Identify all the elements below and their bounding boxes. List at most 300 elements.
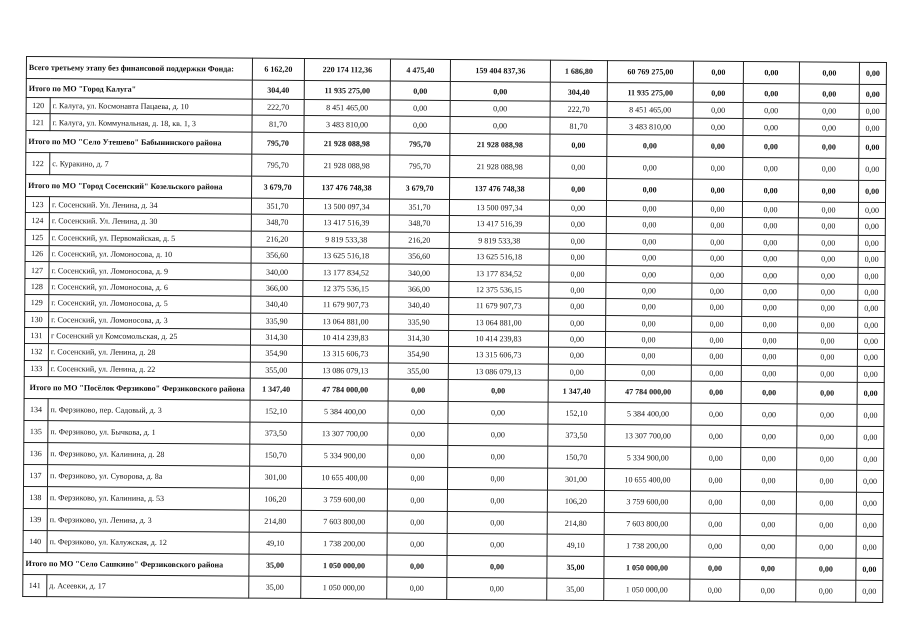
value-cell: 0,00 <box>743 179 799 201</box>
address-cell: п. Ферзиково, пер. Садовый, д. 3 <box>48 399 250 422</box>
value-cell: 0,00 <box>692 299 742 316</box>
value-cell: 0,00 <box>387 533 447 555</box>
value-cell: 0,00 <box>447 490 547 513</box>
value-cell: 0,00 <box>856 514 883 536</box>
value-cell: 0,00 <box>740 470 796 492</box>
value-cell: 335,90 <box>251 313 303 330</box>
value-cell: 356,60 <box>251 247 303 264</box>
row-number: 122 <box>26 152 50 174</box>
address-cell: п. Ферзиково, ул. Бычкова, д. 1 <box>48 421 250 444</box>
value-cell: 4 475,40 <box>390 59 450 81</box>
value-cell: 0,00 <box>550 178 607 200</box>
value-cell: 0,00 <box>798 316 858 333</box>
value-cell: 137 476 748,38 <box>450 177 550 200</box>
value-cell: 13 500 097,34 <box>449 199 549 216</box>
value-cell: 0,00 <box>387 555 447 577</box>
row-number: 139 <box>23 509 47 531</box>
value-cell: 0,00 <box>549 200 606 217</box>
value-cell: 0,00 <box>796 580 856 602</box>
address-cell: г. Сосенский, ул. Ломоносова, д. 3 <box>49 311 251 329</box>
value-cell: 150,70 <box>548 446 605 468</box>
value-cell: 0,00 <box>859 84 886 103</box>
value-cell: 0,00 <box>798 202 858 219</box>
value-cell: 373,50 <box>548 424 605 446</box>
value-cell: 0,00 <box>549 282 606 299</box>
value-cell: 0,00 <box>390 100 450 117</box>
value-cell: 0,00 <box>743 84 799 103</box>
value-cell: 9 819 533,38 <box>303 231 389 248</box>
value-cell: 47 784 000,00 <box>302 379 388 402</box>
value-cell: 10 414 239,83 <box>448 330 548 347</box>
value-cell: 0,00 <box>797 333 857 350</box>
value-cell: 0,00 <box>799 103 859 120</box>
housing-program-table <box>22 56 887 603</box>
value-cell: 13 177 834,52 <box>303 264 389 281</box>
value-cell: 35,00 <box>547 578 604 600</box>
value-cell: 0,00 <box>692 316 742 333</box>
value-cell: 0,00 <box>691 403 741 425</box>
value-cell: 0,00 <box>692 234 742 251</box>
value-cell: 0,00 <box>605 348 691 365</box>
value-cell: 340,40 <box>251 296 303 313</box>
value-cell: 0,00 <box>742 234 798 251</box>
value-cell: 0,00 <box>796 514 856 536</box>
value-cell: 0,00 <box>797 366 857 383</box>
value-cell: 152,10 <box>548 402 605 424</box>
value-cell: 0,00 <box>606 266 692 283</box>
value-cell: 0,00 <box>740 536 796 558</box>
value-cell: 0,00 <box>693 102 743 119</box>
value-cell: 0,00 <box>857 426 884 448</box>
value-cell: 0,00 <box>797 349 857 366</box>
value-cell: 0,00 <box>743 103 799 120</box>
total-label: Итого по МО "Город Калуга" <box>26 79 252 100</box>
value-cell: 0,00 <box>605 364 691 381</box>
row-number: 136 <box>24 443 48 465</box>
value-cell: 7 603 800,00 <box>604 513 690 536</box>
value-cell: 0,00 <box>859 120 886 137</box>
value-cell: 0,00 <box>447 468 547 491</box>
value-cell: 47 784 000,00 <box>605 381 691 404</box>
value-cell: 0,00 <box>859 62 886 84</box>
value-cell: 12 375 536,15 <box>303 280 389 297</box>
value-cell: 0,00 <box>857 404 884 426</box>
value-cell: 0,00 <box>742 218 798 235</box>
value-cell: 13 086 079,13 <box>448 363 548 380</box>
value-cell: 0,00 <box>743 157 799 179</box>
value-cell: 1 738 200,00 <box>604 535 690 558</box>
row-number: 131 <box>24 327 48 344</box>
row-number: 120 <box>26 98 50 115</box>
value-cell: 0,00 <box>693 61 743 83</box>
value-cell: 0,00 <box>448 402 548 425</box>
row-number: 121 <box>26 114 50 131</box>
value-cell: 0,00 <box>797 404 857 426</box>
value-cell: 0,00 <box>859 180 886 202</box>
value-cell: 0,00 <box>690 579 740 601</box>
address-cell: г. Сосенский, ул. Ленина, д. 22 <box>48 360 250 378</box>
total-label: Итого по МО "Село Утешево" Бабынинского района <box>26 130 252 154</box>
value-cell: 0,00 <box>448 424 548 447</box>
address-cell: г Сосенский ул Комсомольская, д. 25 <box>48 328 250 346</box>
value-cell: 0,00 <box>390 116 450 133</box>
value-cell: 0,00 <box>549 266 606 283</box>
value-cell: 21 928 088,98 <box>450 133 550 156</box>
value-cell: 0,00 <box>690 513 740 535</box>
value-cell: 0,00 <box>796 536 856 558</box>
value-cell: 222,70 <box>252 99 304 116</box>
value-cell: 0,00 <box>796 558 856 580</box>
value-cell: 0,00 <box>741 349 797 366</box>
value-cell: 0,00 <box>691 332 741 349</box>
value-cell: 60 769 275,00 <box>607 61 693 84</box>
row-number: 129 <box>25 295 49 312</box>
row-number: 138 <box>23 487 47 509</box>
value-cell: 0,00 <box>550 156 607 178</box>
address-cell: г. Сосенский, ул. Первомайская, д. 5 <box>49 229 251 247</box>
value-cell: 0,00 <box>858 218 885 235</box>
row-number: 134 <box>24 399 48 421</box>
value-cell: 0,00 <box>450 117 550 134</box>
value-cell: 0,00 <box>691 447 741 469</box>
value-cell: 0,00 <box>741 448 797 470</box>
address-cell: с. Куракино, д. 7 <box>50 152 252 175</box>
value-cell: 0,00 <box>693 157 743 179</box>
value-cell: 0,00 <box>797 382 857 404</box>
value-cell: 0,00 <box>549 249 606 266</box>
value-cell: 13 086 079,13 <box>302 362 388 379</box>
value-cell: 0,00 <box>740 514 796 536</box>
table-row <box>23 575 883 603</box>
value-cell: 0,00 <box>387 489 447 511</box>
value-cell: 0,00 <box>740 558 796 580</box>
value-cell: 216,20 <box>251 231 303 248</box>
value-cell: 0,00 <box>741 365 797 382</box>
value-cell: 0,00 <box>859 158 886 180</box>
value-cell: 0,00 <box>693 179 743 201</box>
value-cell: 0,00 <box>691 348 741 365</box>
value-cell: 150,70 <box>250 444 302 466</box>
value-cell: 7 603 800,00 <box>301 511 387 534</box>
value-cell: 0,00 <box>740 492 796 514</box>
address-cell: г. Сосенский. Ул. Ленина, д. 30 <box>49 213 251 231</box>
value-cell: 0,00 <box>857 448 884 470</box>
value-cell: 0,00 <box>859 136 886 158</box>
value-cell: 35,00 <box>249 554 301 576</box>
value-cell: 8 451 465,00 <box>607 102 693 119</box>
value-cell: 0,00 <box>858 268 885 285</box>
value-cell: 0,00 <box>390 81 450 100</box>
value-cell: 13 177 834,52 <box>449 265 549 282</box>
address-cell: г. Сосенский, ул. Ломоносова, д. 9 <box>49 262 251 280</box>
value-cell: 0,00 <box>388 401 448 423</box>
value-cell: 0,00 <box>743 135 799 157</box>
value-cell: 355,00 <box>388 363 448 380</box>
value-cell: 8 451 465,00 <box>304 99 390 116</box>
value-cell: 222,70 <box>550 101 607 118</box>
value-cell: 0,00 <box>548 331 605 348</box>
value-cell: 9 819 533,38 <box>449 232 549 249</box>
value-cell: 21 928 088,98 <box>450 155 550 178</box>
value-cell: 0,00 <box>388 467 448 489</box>
address-cell: г. Сосенский, ул. Ломоносова, д. 5 <box>49 295 251 313</box>
address-cell: г. Калуга, ул. Коммунальная, д. 18, кв. 1, 3 <box>50 114 252 132</box>
value-cell: 13 500 097,34 <box>303 198 389 215</box>
value-cell: 0,00 <box>448 380 548 403</box>
value-cell: 335,90 <box>389 314 449 331</box>
address-cell: п. Ферзиково, ул. Ленина, д. 3 <box>47 509 249 532</box>
value-cell: 0,00 <box>693 135 743 157</box>
row-number: 135 <box>24 421 48 443</box>
address-cell: п. Ферзиково, ул. Калинина, д. 53 <box>47 487 249 510</box>
value-cell: 0,00 <box>606 282 692 299</box>
value-cell: 0,00 <box>858 317 885 334</box>
value-cell: 0,00 <box>447 512 547 535</box>
address-cell: п. Ферзиково, ул. Калинина, д. 28 <box>48 443 250 466</box>
value-cell: 0,00 <box>798 251 858 268</box>
value-cell: 0,00 <box>742 316 798 333</box>
value-cell: 49,10 <box>547 534 604 556</box>
value-cell: 0,00 <box>549 298 606 315</box>
address-cell: д. Асеевки, д. 17 <box>47 575 249 598</box>
value-cell: 0,00 <box>692 217 742 234</box>
total-label: Итого по МО "Село Сашкино" Ферзиковского района <box>23 553 249 577</box>
value-cell: 0,00 <box>693 119 743 136</box>
value-cell: 0,00 <box>606 217 692 234</box>
value-cell: 0,00 <box>797 448 857 470</box>
value-cell: 0,00 <box>743 62 799 84</box>
value-cell: 0,00 <box>387 511 447 533</box>
value-cell: 0,00 <box>607 156 693 179</box>
value-cell: 49,10 <box>249 532 301 554</box>
value-cell: 3 759 600,00 <box>301 489 387 512</box>
value-cell: 5 384 400,00 <box>302 401 388 424</box>
value-cell: 304,40 <box>550 82 607 101</box>
address-cell: г. Сосенский, ул. Ленина, д. 28 <box>48 344 250 362</box>
value-cell: 0,00 <box>796 470 856 492</box>
value-cell: 1 050 000,00 <box>301 555 387 578</box>
value-cell: 106,20 <box>249 488 301 510</box>
value-cell: 0,00 <box>742 267 798 284</box>
value-cell: 795,70 <box>252 132 304 154</box>
row-number: 125 <box>25 229 49 246</box>
value-cell: 340,40 <box>389 297 449 314</box>
value-cell: 0,00 <box>692 266 742 283</box>
value-cell: 0,00 <box>606 233 692 250</box>
value-cell: 0,00 <box>799 180 859 202</box>
value-cell: 0,00 <box>607 178 693 201</box>
value-cell: 0,00 <box>858 202 885 219</box>
row-number: 140 <box>23 531 47 553</box>
value-cell: 0,00 <box>799 84 859 103</box>
value-cell: 1 347,40 <box>548 380 605 402</box>
value-cell: 0,00 <box>742 283 798 300</box>
value-cell: 0,00 <box>856 470 883 492</box>
value-cell: 314,30 <box>388 330 448 347</box>
value-cell: 0,00 <box>606 200 692 217</box>
value-cell: 13 307 700,00 <box>605 425 691 448</box>
value-cell: 35,00 <box>547 556 604 578</box>
value-cell: 0,00 <box>690 469 740 491</box>
row-number: 133 <box>24 360 48 377</box>
value-cell: 3 679,70 <box>390 177 450 199</box>
value-cell: 1 050 000,00 <box>604 557 690 580</box>
value-cell: 220 174 112,36 <box>304 58 390 81</box>
value-cell: 0,00 <box>691 425 741 447</box>
value-cell: 0,00 <box>388 379 448 401</box>
address-cell: г. Сосенский, ул. Ломоносова, д. 10 <box>49 246 251 264</box>
value-cell: 0,00 <box>606 299 692 316</box>
value-cell: 0,00 <box>856 536 883 558</box>
value-cell: 0,00 <box>798 284 858 301</box>
value-cell: 5 334 900,00 <box>302 445 388 468</box>
value-cell: 0,00 <box>799 119 859 136</box>
value-cell: 11 935 275,00 <box>607 83 693 103</box>
value-cell: 10 655 400,00 <box>604 469 690 492</box>
value-cell: 0,00 <box>690 491 740 513</box>
value-cell: 0,00 <box>857 333 884 350</box>
value-cell: 0,00 <box>450 100 550 117</box>
value-cell: 11 679 907,73 <box>449 298 549 315</box>
value-cell: 13 417 516,39 <box>303 215 389 232</box>
value-cell: 0,00 <box>548 347 605 364</box>
value-cell: 0,00 <box>606 250 692 267</box>
value-cell: 0,00 <box>692 250 742 267</box>
value-cell: 0,00 <box>548 364 605 381</box>
value-cell: 0,00 <box>692 283 742 300</box>
value-cell: 13 307 700,00 <box>302 423 388 446</box>
value-cell: 13 064 881,00 <box>449 314 549 331</box>
value-cell: 0,00 <box>450 81 550 101</box>
value-cell: 0,00 <box>606 315 692 332</box>
value-cell: 795,70 <box>390 155 450 177</box>
value-cell: 0,00 <box>798 234 858 251</box>
value-cell: 81,70 <box>550 118 607 135</box>
address-cell: г. Калуга, ул. Космонавта Пацаева, д. 10 <box>50 98 252 116</box>
value-cell: 13 625 516,18 <box>303 247 389 264</box>
value-cell: 351,70 <box>251 198 303 215</box>
value-cell: 301,00 <box>547 468 604 490</box>
value-cell: 159 404 837,36 <box>450 59 550 82</box>
value-cell: 304,40 <box>252 80 304 99</box>
value-cell: 214,80 <box>547 512 604 534</box>
value-cell: 0,00 <box>741 426 797 448</box>
value-cell: 137 476 748,38 <box>304 176 390 199</box>
value-cell: 1 050 000,00 <box>604 579 690 602</box>
value-cell: 0,00 <box>741 404 797 426</box>
value-cell: 0,00 <box>550 134 607 156</box>
value-cell: 3 483 810,00 <box>304 116 390 133</box>
value-cell: 5 334 900,00 <box>605 447 691 470</box>
value-cell: 0,00 <box>388 445 448 467</box>
value-cell: 13 315 606,73 <box>448 347 548 364</box>
value-cell: 1 347,40 <box>250 378 302 400</box>
value-cell: 0,00 <box>447 578 547 601</box>
value-cell: 0,00 <box>690 557 740 579</box>
value-cell: 0,00 <box>448 446 548 469</box>
value-cell: 3 759 600,00 <box>604 491 690 514</box>
value-cell: 1 686,80 <box>550 60 607 82</box>
value-cell: 795,70 <box>252 154 304 176</box>
value-cell: 0,00 <box>447 534 547 557</box>
address-cell: п. Ферзиково, ул. Калужская, д. 12 <box>47 531 249 554</box>
value-cell: 0,00 <box>799 62 859 84</box>
value-cell: 0,00 <box>549 233 606 250</box>
value-cell: 6 162,20 <box>252 58 304 80</box>
value-cell: 0,00 <box>857 366 884 383</box>
value-cell: 0,00 <box>857 382 884 404</box>
row-number: 137 <box>23 465 47 487</box>
value-cell: 0,00 <box>798 267 858 284</box>
value-cell: 0,00 <box>799 136 859 158</box>
value-cell: 13 064 881,00 <box>303 313 389 330</box>
value-cell: 0,00 <box>798 218 858 235</box>
value-cell: 355,00 <box>250 362 302 379</box>
value-cell: 21 928 088,98 <box>304 132 390 155</box>
address-cell: г. Сосенский, ул. Ломоносова, д. 6 <box>49 278 251 296</box>
value-cell: 21 928 088,98 <box>304 154 390 177</box>
value-cell: 356,60 <box>389 248 449 265</box>
value-cell: 0,00 <box>859 103 886 120</box>
value-cell: 0,00 <box>549 216 606 233</box>
value-cell: 0,00 <box>858 235 885 252</box>
value-cell: 81,70 <box>252 115 304 132</box>
value-cell: 11 935 275,00 <box>304 80 390 100</box>
row-number: 126 <box>25 245 49 262</box>
value-cell: 348,70 <box>251 214 303 231</box>
total-label: Итого по МО "Город Сосенский" Козельского района <box>26 174 252 198</box>
value-cell: 214,80 <box>249 510 301 532</box>
value-cell: 0,00 <box>387 577 447 599</box>
row-number: 128 <box>25 278 49 295</box>
value-cell: 13 625 516,18 <box>449 248 549 265</box>
value-cell: 0,00 <box>607 134 693 157</box>
value-cell: 0,00 <box>741 332 797 349</box>
value-cell: 0,00 <box>858 284 885 301</box>
total-label: Всего третьему этапу без финансовой поддержки Фонда: <box>26 57 252 81</box>
value-cell: 0,00 <box>796 492 856 514</box>
value-cell: 366,00 <box>251 280 303 297</box>
value-cell: 0,00 <box>856 580 883 602</box>
value-cell: 0,00 <box>857 350 884 367</box>
value-cell: 5 384 400,00 <box>605 403 691 426</box>
value-cell: 0,00 <box>856 558 883 580</box>
row-number: 123 <box>25 196 49 213</box>
value-cell: 10 655 400,00 <box>302 467 388 490</box>
value-cell: 0,00 <box>742 250 798 267</box>
value-cell: 0,00 <box>742 201 798 218</box>
value-cell: 1 738 200,00 <box>301 533 387 556</box>
value-cell: 13 315 606,73 <box>302 346 388 363</box>
row-number: 141 <box>23 575 47 597</box>
total-label: Итого по МО "Посёлок Ферзиково" Ферзиковского района <box>24 377 250 401</box>
value-cell: 0,00 <box>740 580 796 602</box>
value-cell: 0,00 <box>549 315 606 332</box>
value-cell: 348,70 <box>389 215 449 232</box>
value-cell: 0,00 <box>799 158 859 180</box>
value-cell: 301,00 <box>250 466 302 488</box>
value-cell: 314,30 <box>251 329 303 346</box>
table-body <box>23 57 887 603</box>
value-cell: 3 679,70 <box>252 176 304 198</box>
value-cell: 0,00 <box>691 381 741 403</box>
value-cell: 795,70 <box>390 133 450 155</box>
value-cell: 11 679 907,73 <box>303 297 389 314</box>
value-cell: 0,00 <box>798 300 858 317</box>
value-cell: 354,90 <box>388 346 448 363</box>
value-cell: 1 050 000,00 <box>301 577 387 600</box>
value-cell: 10 414 239,83 <box>302 329 388 346</box>
